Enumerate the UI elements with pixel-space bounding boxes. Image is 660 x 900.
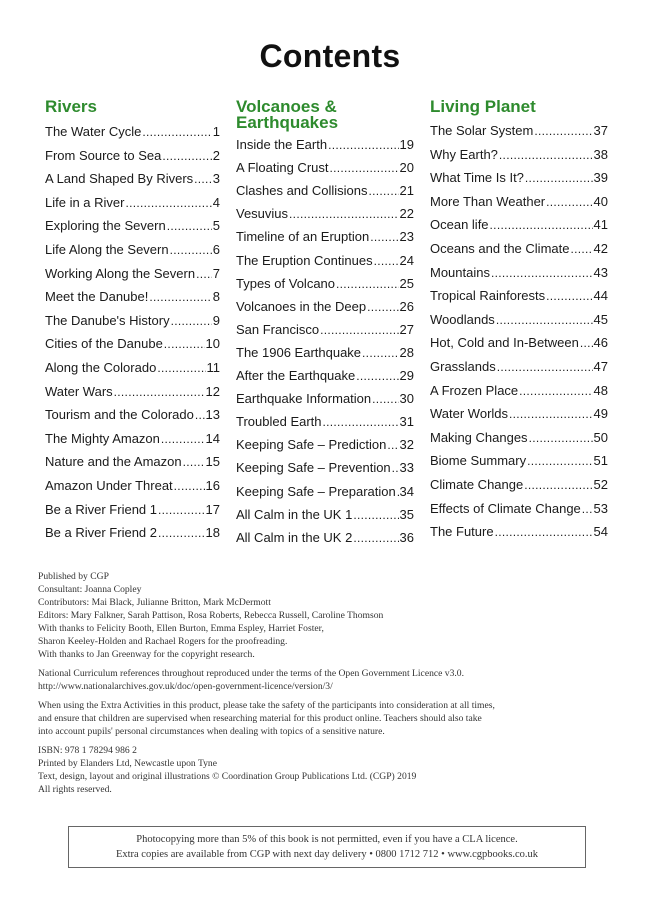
contents-entry	[430, 240, 608, 258]
thanks-line-2: Sharon Keeley-Holden and Rachael Rogers for the proofreading.	[38, 636, 288, 647]
entry-page-number: 34	[399, 483, 414, 499]
entry-title: Cities of the Danube	[45, 336, 163, 352]
published-by: Published by CGP	[38, 571, 109, 582]
entry-page-number: 13	[205, 407, 220, 423]
entry-page-number: 17	[205, 501, 220, 517]
safety-line-3: into account pupils' personal circumstances when dealing with topics of a sensitive nature.	[38, 726, 385, 737]
consultant: Consultant: Joanna Copley	[38, 584, 142, 595]
entry-page-number: 18	[205, 525, 220, 541]
dot-leader	[320, 321, 398, 339]
entry-title: Tourism and the Colorado	[45, 407, 194, 423]
entry-page-number: 37	[593, 123, 608, 138]
contents-entry	[236, 483, 414, 501]
entry-page-number: 31	[399, 414, 414, 430]
dot-leader	[491, 264, 593, 282]
entry-title: Why Earth?	[430, 146, 498, 162]
dot-leader	[362, 344, 398, 362]
contents-entry	[236, 136, 414, 154]
entry-page-number: 28	[399, 344, 414, 360]
volcanoes-heading-line1: Volcanoes &	[236, 97, 337, 116]
entry-page-number: 1	[212, 124, 220, 139]
rights: All rights reserved.	[38, 784, 112, 795]
dot-leader	[497, 358, 593, 376]
entry-page-number: 48	[593, 382, 608, 398]
entry-title: A Floating Crust	[236, 160, 329, 176]
volcanoes-heading-line2: Earthquakes	[236, 113, 339, 132]
safety-line-2: and ensure that children are supervised when researching material for this product online. Teachers should also take	[38, 713, 482, 724]
contents-entry	[236, 321, 414, 339]
entry-page-number: 43	[593, 264, 608, 280]
contents-entry	[430, 405, 608, 423]
contents-entry	[45, 524, 220, 542]
dot-leader	[183, 453, 205, 471]
contents-entry	[430, 358, 608, 376]
entry-page-number: 29	[399, 368, 414, 383]
entry-title: Earthquake Information	[236, 391, 372, 407]
dot-leader	[495, 523, 593, 541]
entry-title: Meet the Danube!	[45, 289, 149, 305]
living-planet-column	[430, 99, 608, 549]
contents-entry	[45, 501, 220, 519]
entry-title: From Source to Sea	[45, 147, 162, 163]
contents-entry	[45, 288, 220, 306]
dot-leader	[546, 193, 592, 211]
dot-leader	[158, 524, 205, 542]
entry-page-number: 26	[399, 298, 414, 314]
dot-leader	[580, 334, 593, 352]
dot-leader	[570, 240, 592, 258]
contents-entry	[236, 344, 414, 362]
entry-page-number: 7	[212, 265, 220, 281]
contents-entry	[236, 413, 414, 431]
dot-leader	[525, 169, 593, 187]
dot-leader	[149, 288, 211, 306]
rivers-heading: Rivers	[45, 97, 97, 116]
entry-page-number: 38	[593, 146, 608, 162]
entry-page-number: 6	[212, 242, 220, 257]
dot-leader	[171, 312, 212, 330]
entry-title: Keeping Safe – Preparation	[236, 483, 396, 499]
dot-leader	[142, 123, 211, 141]
contents-entry	[430, 193, 608, 211]
page-title: Contents	[259, 38, 401, 74]
entry-page-number: 4	[212, 194, 220, 210]
contents-entry	[236, 436, 414, 454]
entry-title: What Time Is It?	[430, 170, 524, 186]
dot-leader	[125, 194, 211, 212]
contents-entry	[430, 287, 608, 305]
entry-page-number: 11	[206, 360, 220, 375]
entry-title: Be a River Friend 1	[45, 501, 157, 517]
entry-title: Troubled Earth	[236, 414, 322, 430]
contents-entry	[45, 312, 220, 330]
living-planet-heading: Living Planet	[430, 97, 536, 116]
dot-leader	[524, 476, 592, 494]
contents-entry	[45, 383, 220, 401]
dot-leader	[194, 170, 212, 188]
contents-entry	[45, 170, 220, 188]
contents-entry	[45, 265, 220, 283]
curriculum-line-1: National Curriculum references throughout reproduced under the terms of the Open Government Licence v3.0.	[38, 668, 464, 679]
entry-title: Climate Change	[430, 477, 524, 492]
dot-leader	[499, 146, 593, 164]
entry-title: Clashes and Collisions	[236, 183, 368, 199]
entry-page-number: 27	[399, 321, 414, 337]
contents-entry	[430, 382, 608, 400]
volcanoes-column	[236, 99, 414, 559]
contents-entry	[236, 205, 414, 223]
contents-entry	[236, 298, 414, 316]
entry-page-number: 47	[593, 359, 608, 374]
contents-entry	[45, 217, 220, 235]
contents-entry	[236, 390, 414, 408]
isbn: ISBN: 978 1 78294 986 2	[38, 745, 137, 756]
contents-entry	[236, 159, 414, 177]
entry-title: Mountains	[430, 264, 490, 280]
contents-entry	[45, 477, 220, 495]
entry-page-number: 35	[399, 506, 414, 522]
entry-page-number: 40	[593, 193, 608, 209]
dot-leader	[496, 311, 593, 329]
entry-title: Tropical Rainforests	[430, 288, 546, 304]
contents-entry	[45, 241, 220, 259]
contents-entry	[430, 311, 608, 329]
entry-title: Volcanoes in the Deep	[236, 298, 367, 314]
photocopy-notice	[68, 826, 586, 868]
safety-line-1: When using the Extra Activities in this product, please take the safety of the participants into consideration at all times,	[38, 700, 495, 711]
contents-entry	[430, 334, 608, 352]
entry-title: A Frozen Place	[430, 382, 519, 398]
entry-title: Keeping Safe – Prevention	[236, 460, 391, 476]
entry-title: Making Changes	[430, 429, 528, 445]
dot-leader	[158, 501, 205, 519]
dot-leader	[387, 436, 398, 454]
entry-title: Keeping Safe – Prediction	[236, 437, 387, 453]
entry-page-number: 52	[593, 477, 608, 492]
contents-entry	[430, 122, 608, 140]
dot-leader	[195, 406, 205, 424]
entry-title: Biome Summary	[430, 453, 527, 469]
entry-title: Water Worlds	[430, 406, 509, 422]
contents-entry	[430, 429, 608, 447]
entry-page-number: 9	[212, 312, 220, 328]
entry-title: Grasslands	[430, 359, 496, 374]
contents-entry	[430, 169, 608, 187]
entry-title: Life in a River	[45, 194, 125, 210]
dot-leader	[374, 252, 399, 270]
dot-leader	[161, 430, 205, 448]
entry-title: Ocean life	[430, 217, 489, 233]
dot-leader	[164, 335, 205, 353]
dot-leader	[582, 500, 593, 518]
dot-leader	[330, 159, 399, 177]
entry-page-number: 44	[593, 288, 608, 304]
contents-entry	[45, 335, 220, 353]
contents-entry	[430, 476, 608, 494]
dot-leader	[519, 382, 592, 400]
entry-page-number: 25	[399, 275, 414, 291]
entry-page-number: 46	[593, 335, 608, 351]
entry-page-number: 8	[212, 289, 220, 305]
entry-title: San Francisco	[236, 321, 320, 337]
contents-entry	[45, 430, 220, 448]
entry-title: Oceans and the Climate	[430, 241, 570, 256]
entry-title: All Calm in the UK 1	[236, 506, 353, 522]
entry-page-number: 23	[399, 229, 414, 245]
contents-entry	[45, 147, 220, 165]
contents-entry	[45, 453, 220, 471]
dot-leader	[167, 217, 212, 235]
entry-title: The Eruption Continues	[236, 252, 373, 268]
editors: Editors: Mary Falkner, Sarah Pattison, Rosa Roberts, Rebecca Russell, Caroline Thomson	[38, 610, 384, 621]
entry-title: Woodlands	[430, 311, 495, 327]
dot-leader	[370, 228, 398, 246]
curriculum-line-2: http://www.nationalarchives.gov.uk/doc/open-government-licence/version/3/	[38, 681, 333, 692]
entry-title: The Solar System	[430, 123, 534, 138]
entry-page-number: 39	[593, 170, 608, 186]
contents-entry	[45, 359, 220, 377]
dot-leader	[534, 122, 592, 140]
notice-line-2: Extra copies are available from CGP with next day delivery • 0800 1712 712 • www.cgpbooks.co.uk	[115, 849, 539, 860]
contents-entry	[236, 275, 414, 293]
entry-page-number: 30	[399, 391, 414, 407]
entry-title: Nature and the Amazon	[45, 454, 182, 470]
entry-page-number: 22	[399, 206, 414, 222]
thanks-line-3: With thanks to Jan Greenway for the copyright research.	[38, 649, 255, 660]
entry-page-number: 51	[593, 453, 608, 469]
dot-leader	[174, 477, 205, 495]
entry-page-number: 21	[399, 183, 414, 199]
contributors: Contributors: Mai Black, Julianne Britton, Mark McDermott	[38, 597, 271, 608]
entry-title: A Land Shaped By Rivers	[45, 171, 194, 187]
entry-page-number: 49	[593, 406, 608, 422]
entry-page-number: 54	[593, 524, 608, 540]
entry-page-number: 5	[212, 218, 220, 234]
entry-title: Hot, Cold and In-Between	[430, 335, 579, 351]
contents-entry	[236, 182, 414, 200]
entry-title: All Calm in the UK 2	[236, 529, 353, 545]
contents-entry	[236, 228, 414, 246]
dot-leader	[367, 298, 398, 316]
dot-leader	[509, 405, 593, 423]
entry-title: Be a River Friend 2	[45, 525, 157, 541]
dot-leader	[157, 359, 205, 377]
entry-page-number: 53	[593, 500, 608, 516]
dot-leader	[162, 147, 211, 165]
entry-page-number: 45	[593, 311, 608, 327]
entry-title: The Water Cycle	[45, 124, 142, 139]
dot-leader	[490, 216, 593, 234]
entry-page-number: 15	[205, 454, 220, 470]
dot-leader	[372, 390, 398, 408]
entry-page-number: 32	[399, 437, 414, 453]
contents-entry	[430, 452, 608, 470]
dot-leader	[356, 367, 398, 385]
entry-title: Inside the Earth	[236, 137, 328, 152]
entry-title: Types of Volcano	[236, 275, 336, 291]
entry-title: Life Along the Severn	[45, 242, 169, 257]
contents-entry	[45, 123, 220, 141]
contents-entry	[236, 506, 414, 524]
entry-title: Along the Colorado	[45, 360, 157, 375]
dot-leader	[527, 452, 592, 470]
entry-page-number: 3	[212, 171, 220, 187]
entry-page-number: 24	[399, 252, 414, 268]
contents-entry	[236, 529, 414, 547]
dot-leader	[546, 287, 592, 305]
contents-entry	[430, 523, 608, 541]
entry-title: Working Along the Severn	[45, 265, 196, 281]
entry-title: The Danube's History	[45, 312, 170, 328]
contents-entry	[45, 406, 220, 424]
dot-leader	[196, 265, 212, 283]
entry-title: The Future	[430, 524, 494, 540]
dot-leader	[392, 459, 399, 477]
contents-entry	[430, 500, 608, 518]
dot-leader	[369, 182, 399, 200]
dot-leader	[323, 413, 399, 431]
entry-title: The Mighty Amazon	[45, 430, 160, 446]
contents-entry	[45, 194, 220, 212]
dot-leader	[397, 483, 399, 501]
entry-page-number: 33	[399, 460, 414, 476]
dot-leader	[114, 383, 205, 401]
entry-page-number: 42	[593, 241, 608, 256]
printed-by: Printed by Elanders Ltd, Newcastle upon Tyne	[38, 758, 217, 769]
notice-line-1: Photocopying more than 5% of this book is not permitted, even if you have a CLA licence.	[136, 834, 518, 845]
entry-page-number: 36	[399, 529, 414, 545]
dot-leader	[328, 136, 398, 154]
entry-title: Exploring the Severn	[45, 218, 166, 234]
credits-block	[38, 570, 628, 796]
thanks-line-1: With thanks to Felicity Booth, Ellen Burton, Emma Espley, Harriet Foster,	[38, 623, 324, 634]
volcanoes-heading	[236, 99, 414, 131]
dot-leader	[289, 205, 398, 223]
entry-page-number: 14	[205, 430, 220, 446]
contents-entry	[236, 367, 414, 385]
entry-title: Effects of Climate Change	[430, 500, 581, 516]
contents-entry	[236, 252, 414, 270]
dot-leader	[353, 506, 398, 524]
contents-entry	[236, 459, 414, 477]
entry-page-number: 41	[593, 217, 608, 233]
entry-page-number: 19	[399, 137, 414, 152]
entry-title: Water Wars	[45, 383, 113, 399]
entry-title: Timeline of an Eruption	[236, 229, 370, 245]
contents-entry	[430, 146, 608, 164]
entry-title: Vesuvius	[236, 206, 289, 222]
entry-page-number: 12	[205, 383, 220, 399]
entry-page-number: 50	[593, 429, 608, 445]
entry-title: After the Earthquake	[236, 368, 356, 383]
contents-entry	[430, 216, 608, 234]
entry-title: More Than Weather	[430, 193, 546, 209]
entry-page-number: 20	[399, 160, 414, 176]
dot-leader	[529, 429, 593, 447]
copyright: Text, design, layout and original illustrations © Coordination Group Publications Ltd. (CGP) 2019	[38, 771, 417, 782]
rivers-column	[45, 99, 220, 549]
dot-leader	[336, 275, 399, 293]
entry-title: Amazon Under Threat	[45, 478, 173, 493]
dot-leader	[170, 241, 212, 259]
entry-page-number: 16	[205, 478, 220, 493]
contents-entry	[430, 264, 608, 282]
entry-title: The 1906 Earthquake	[236, 344, 362, 360]
entry-page-number: 10	[205, 336, 220, 352]
dot-leader	[353, 529, 398, 547]
entry-page-number: 2	[212, 147, 220, 163]
